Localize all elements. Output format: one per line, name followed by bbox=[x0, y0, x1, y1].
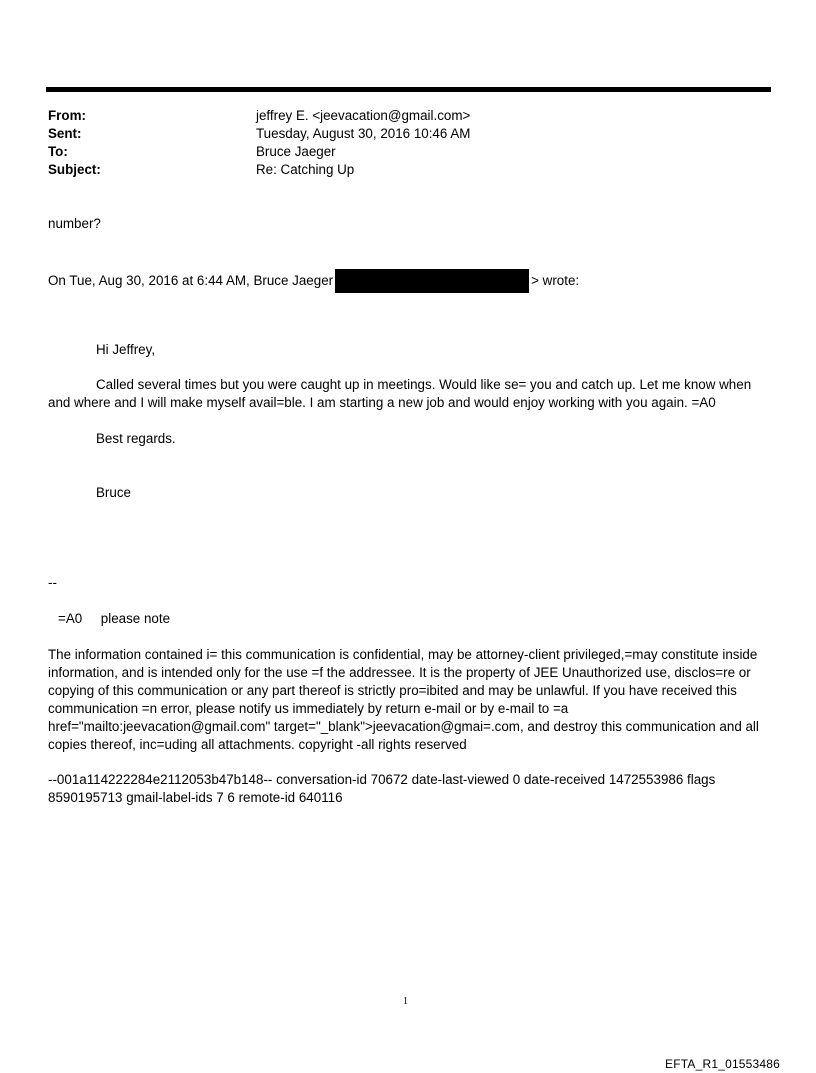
signature: Bruce bbox=[96, 485, 131, 500]
subject-value: Re: Catching Up bbox=[256, 162, 355, 177]
email-header bbox=[48, 107, 748, 179]
reply-text: number? bbox=[48, 216, 101, 231]
sent-label: Sent: bbox=[48, 126, 82, 141]
to-label: To: bbox=[48, 144, 68, 159]
metadata-paragraph: --001a114222284e2112053b47b148-- conversation-id 70672 date-last-viewed 0 date-received 1472553986 flags 8590195713 gmail-label-ids 7 6 remote-id 640116 bbox=[48, 772, 716, 805]
attribution-prefix: On Tue, Aug 30, 2016 at 6:44 AM, Bruce Jaeger bbox=[48, 273, 334, 288]
separator: -- bbox=[48, 575, 57, 590]
closing: Best regards. bbox=[96, 431, 176, 446]
to-value: Bruce Jaeger bbox=[256, 144, 336, 159]
disclaimer-paragraph: The information contained i= this communication is confidential, may be attorney-client privileged,=may constitute inside information, and is intended only for the use =f the addressee. It is the property of JEE Unauthorized use, disclos=re or copying of this communication or any part thereof is strictly pro=ibited and may be unlawful. If you have received this communication =n error, please notify us immediately by return e-mail or by e-mail to =a href="mailto:jeevacation@gmail.com" target="_blank">jeevacation@gmai=.com, and destroy this communication and all copies thereof, inc=uding all attachments. copyright -all rights reserved bbox=[48, 647, 759, 752]
from-label: From: bbox=[48, 108, 86, 123]
sent-row bbox=[48, 125, 748, 143]
from-value: jeffrey E. <jeevacation@gmail.com> bbox=[256, 108, 471, 123]
header-rule bbox=[46, 87, 771, 92]
message-paragraph: Called several times but you were caught up in meetings. Would like se= you and catch up. Let me know when and where and I will make myself avail=ble. I am starting a new job and would enjoy working with you again. =A0 bbox=[48, 377, 752, 410]
sent-value: Tuesday, August 30, 2016 10:46 AM bbox=[256, 126, 471, 141]
note-line: =A0 please note bbox=[58, 611, 171, 626]
subject-row bbox=[48, 161, 748, 179]
attribution-suffix: > wrote: bbox=[531, 273, 580, 288]
to-row bbox=[48, 143, 748, 161]
subject-label: Subject: bbox=[48, 162, 101, 177]
quoted-attribution bbox=[48, 269, 579, 293]
bates-number: EFTA_R1_01553486 bbox=[665, 1057, 781, 1071]
page-number: 1 bbox=[403, 996, 408, 1007]
from-row bbox=[48, 107, 748, 125]
redaction-box bbox=[335, 269, 529, 293]
greeting: Hi Jeffrey, bbox=[96, 342, 156, 357]
